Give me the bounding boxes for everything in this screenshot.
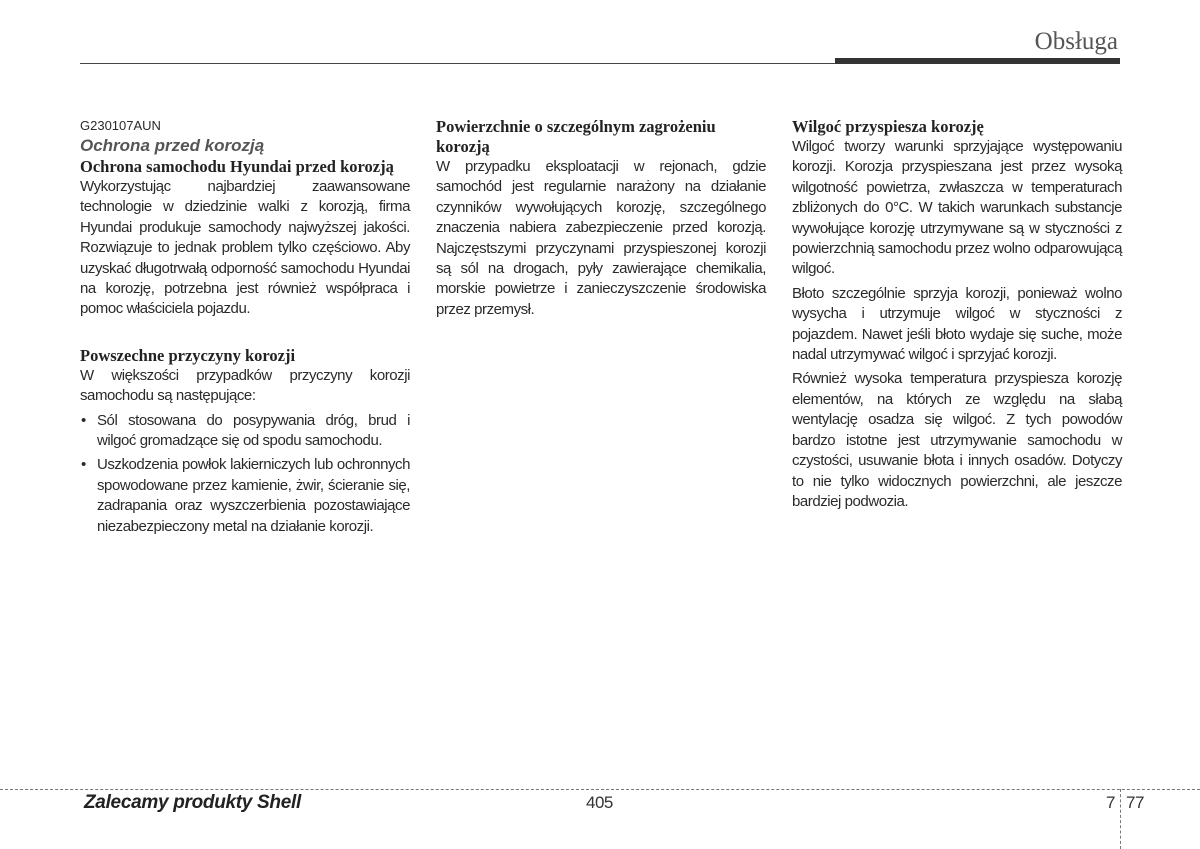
- page-number: 405: [586, 793, 613, 812]
- footer-brand: Zalecamy produkty Shell: [84, 792, 301, 813]
- section-title: Ochrona przed korozją: [80, 136, 265, 155]
- heading-common-causes: Powszechne przyczyny korozji: [80, 345, 296, 365]
- section-page-number: 77: [1126, 793, 1144, 812]
- header-bar: [835, 58, 1120, 64]
- section-code: G230107AUN: [80, 118, 161, 133]
- footer-divider: [1120, 789, 1121, 849]
- heading-hyundai-protection: Ochrona samochodu Hyundai przed korozją: [80, 157, 394, 176]
- paragraph: W większości przypadków przyczyny korozji samochodu są następujące:: [80, 366, 410, 405]
- column-1: [80, 117, 410, 541]
- section-number: 7: [1106, 793, 1116, 812]
- paragraph: Również wysoka temperatura przyspiesza korozję elementów, na których ze względu na słabą wentylację osadza się wilgoć. Z tych powodów bardzo istotne jest utrzymywanie samochodu w czystości, usuwanie błota i innych osadów. Dotyczy to nie tylko widocznych powierzchni, ale jeszcze bardziej podwozia.: [792, 370, 1122, 510]
- paragraph: W przypadku eksploatacji w rejonach, gdzie samochód jest regularnie narażony na działanie czynników wywołujących korozję, szczególnego znaczenia nabiera zabezpieczenie przed korozją. Najczęstszymi przyczynami przyspieszonej korozji są sól na drogach, pyły zawierające chemikalia, morskie powietrze i zanieczyszczenie środowiska przez przemysł.: [436, 158, 766, 318]
- heading-moisture: Wilgoć przyspiesza korozję: [792, 117, 984, 136]
- list-item: • Sól stosowana do posypywania dróg, brud i wilgoć gromadzące się od spodu samochodu.: [80, 411, 410, 452]
- paragraph: Wykorzystując najbardziej zaawansowane technologie w dziedzinie walki z korozją, firma Hyundai produkuje samochody najwyższej jakości. Rozwiązuje to jednak problem tylko częściowo. Aby uzyskać długotrwałą odporność samochodu Hyundai na korozję, potrzebna jest również współpraca i pomoc właściciela pojazdu.: [80, 178, 410, 318]
- chapter-title: Obsługa: [1034, 28, 1118, 55]
- list-item: • Uszkodzenia powłok lakierniczych lub ochronnych spowodowane przez kamienie, żwir, ścieranie się, zadrapania oraz wyszczerbienia pozostawiające niezabezpieczony metal na działanie korozji.: [80, 455, 410, 537]
- footer-rule: [0, 789, 1200, 790]
- column-2: [436, 117, 766, 324]
- causes-list: [80, 411, 410, 537]
- paragraph: Błoto szczególnie sprzyja korozji, ponieważ wolno wysycha i utrzymuje wilgoć w styczności z pojazdem. Nawet jeśli błoto wydaje się suche, może nadal utrzymywać wilgoć i sprzyjać korozji.: [792, 284, 1122, 364]
- column-3: [792, 117, 1122, 516]
- heading-risk-surfaces: Powierzchnie o szczególnym zagrożeniu korozją: [436, 117, 716, 156]
- paragraph: Wilgoć tworzy warunki sprzyjające występowaniu korozji. Korozja przyspieszana jest przez wysoką wilgotność powietrza, zwłaszcza w temperaturach zbliżonych do 0°C. W takich warunkach substancje wywołujące korozję utrzymywane są w styczności z powierzchnią samochodu przez wolno odparowującą wilgoć.: [792, 138, 1122, 278]
